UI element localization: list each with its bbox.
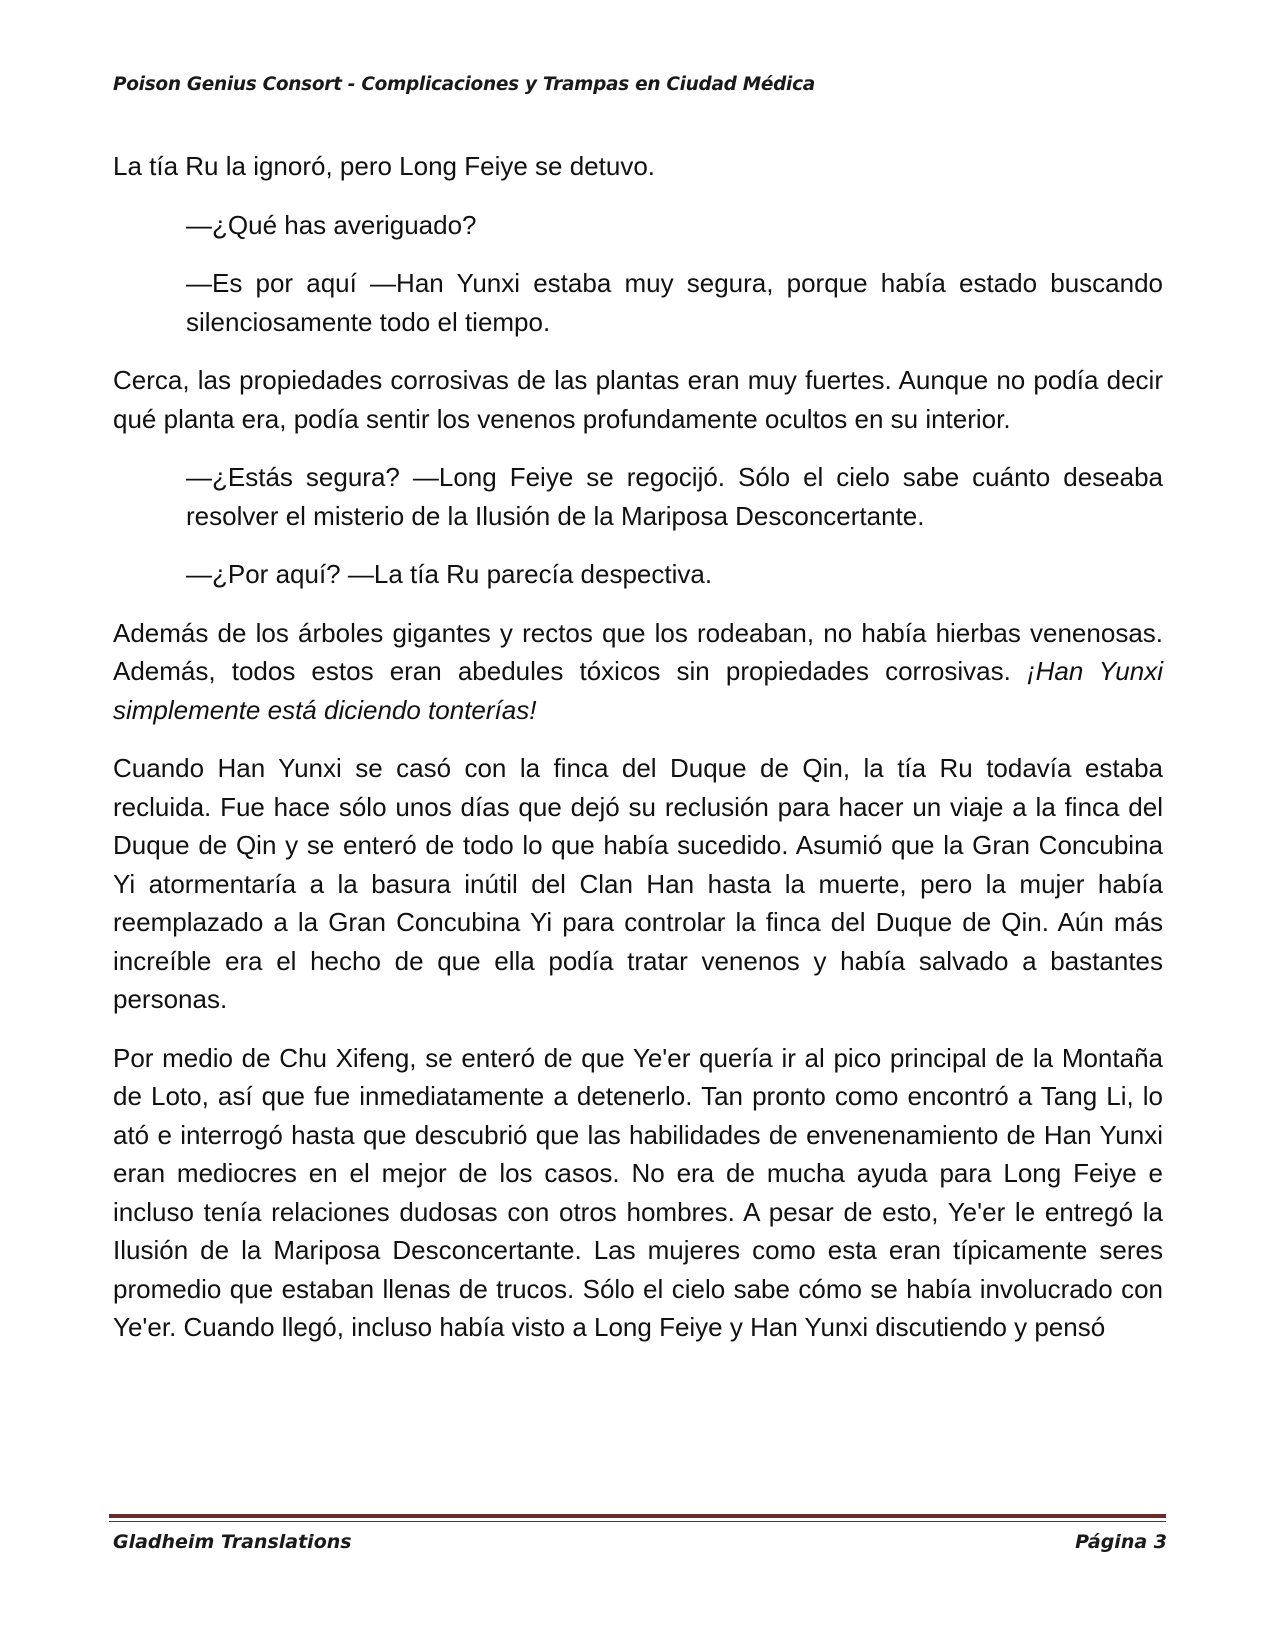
body-text bbox=[113, 147, 1163, 1367]
paragraph-5 bbox=[186, 458, 1163, 535]
paragraph-8 bbox=[113, 749, 1163, 1019]
paragraph-8-text: Cuando Han Yunxi se casó con la finca del Duque de Qin, la tía Ru todavía estaba recluida. Fue hace sólo unos días que dejó su reclusión para hacer un viaje a la finca del Duque de Qin y se enteró de todo lo que había sucedido. Asumió que la Gran Concubina Yi atormentaría a la basura inútil del Clan Han hasta la muerte, pero la mujer había reemplazado a la Gran Concubina Yi para controlar la finca del Duque de Qin. Aún más increíble era el hecho de que ella podía tratar venenos y había salvado a bastantes personas. bbox=[113, 753, 1163, 1014]
paragraph-4 bbox=[113, 361, 1163, 438]
paragraph-2 bbox=[186, 206, 1163, 245]
paragraph-3-text: —Es por aquí —Han Yunxi estaba muy segura, porque había estado buscando silenciosamente todo el tiempo. bbox=[186, 268, 1163, 337]
paragraph-3 bbox=[186, 264, 1163, 341]
footer-publisher: Gladheim Translations bbox=[113, 1531, 352, 1553]
paragraph-9 bbox=[113, 1039, 1163, 1347]
paragraph-2-text: —¿Qué has averiguado? bbox=[186, 209, 477, 240]
footer-page-number: Página 3 bbox=[1075, 1531, 1167, 1553]
paragraph-4-text: Cerca, las propiedades corrosivas de las plantas eran muy fuertes. Aunque no podía decir qué planta era, podía sentir los venenos profundamente ocultos en su interior. bbox=[113, 365, 1163, 434]
paragraph-7-italic-text: ¡Han Yunxi simplemente está diciendo tonterías! bbox=[113, 656, 1163, 725]
running-header: Poison Genius Consort - Complicaciones y Trampas en Ciudad Médica bbox=[113, 74, 815, 95]
paragraph-9-text: Por medio de Chu Xifeng, se enteró de que Ye'er quería ir al pico principal de la Montaña de Loto, así que fue inmediatamente a detenerlo. Tan pronto como encontró a Tang Li, lo ató e interrogó hasta que descubrió que las habilidades de envenenamiento de Han Yunxi eran mediocres en el mejor de los casos. No era de mucha ayuda para Long Feiye e incluso tenía relaciones dudosas con otros hombres. A pesar de esto, Ye'er le entregó la Ilusión de la Mariposa Desconcertante. Las mujeres como esta eran típicamente seres promedio que estaban llenas de trucos. Sólo el cielo sabe cómo se había involucrado con Ye'er. Cuando llegó, incluso había visto a Long Feiye y Han Yunxi discutiendo y pensó bbox=[113, 1042, 1163, 1342]
paragraph-5-text: —¿Estás segura? —Long Feiye se regocijó. Sólo el cielo sabe cuánto deseaba resolver el misterio de la Ilusión de la Mariposa Desconcertante. bbox=[186, 462, 1163, 531]
paragraph-1-text: La tía Ru la ignoró, pero Long Feiye se detuvo. bbox=[113, 151, 656, 181]
paragraph-7-text: Además de los árboles gigantes y rectos que los rodeaban, no había hierbas venenosas. Además, todos estos eran abedules tóxicos sin propiedades corrosivas. bbox=[113, 617, 1163, 686]
footer-divider-thin bbox=[109, 1521, 1166, 1522]
paragraph-6-text: —¿Por aquí? —La tía Ru parecía despectiva. bbox=[186, 559, 713, 589]
paragraph-6 bbox=[186, 555, 1163, 594]
paragraph-7 bbox=[113, 614, 1163, 730]
paragraph-1 bbox=[113, 147, 1163, 186]
footer-divider bbox=[109, 1514, 1166, 1518]
